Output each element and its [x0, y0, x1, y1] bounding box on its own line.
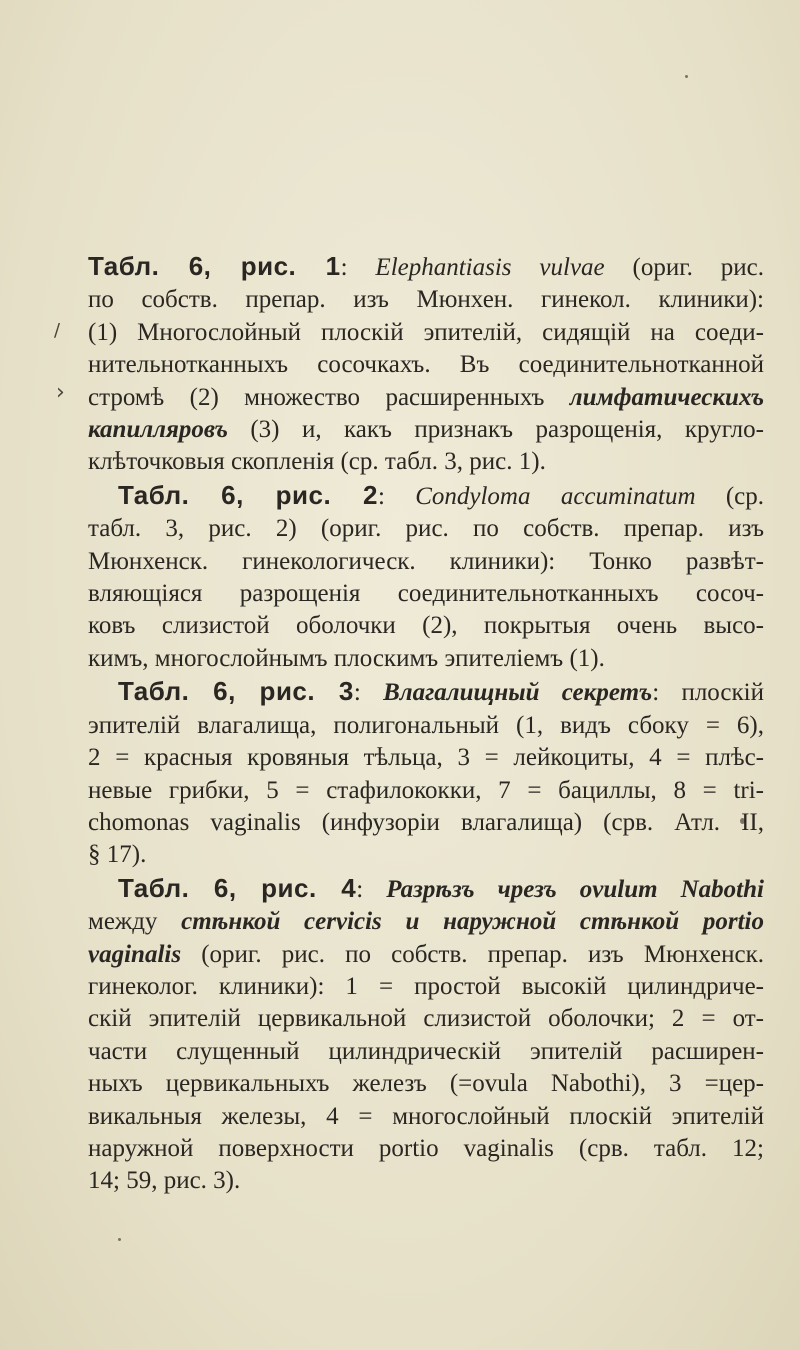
table-caption-entry: [88, 479, 764, 675]
text-segment: ковъ слизистой оболочки (2), покрытыя очень высо-: [88, 612, 764, 640]
latin-term: Elephantiasis vulvae: [375, 254, 605, 281]
text-segment: стромѣ (2) множество расширенныхъ: [88, 383, 570, 411]
text-line: [88, 807, 764, 839]
emphasized-term: Влагалищный секретъ: [383, 679, 653, 707]
text-line: [88, 446, 764, 478]
text-segment: между: [88, 908, 182, 936]
text-line: [88, 1036, 764, 1068]
text-line: [88, 317, 764, 349]
text-line: [88, 382, 764, 414]
text-line: [88, 250, 764, 284]
text-segment: : плоскій: [652, 679, 764, 707]
margin-bracket-mark: ›: [56, 380, 65, 405]
text-line: [88, 742, 764, 774]
text-segment: скій эпителій цервикальной слизистой оболочки; 2 = от-: [88, 1005, 764, 1033]
emphasized-term: лимфатическихъ: [569, 383, 764, 411]
figure-reference-heading: Табл. 6, рис. 3: [118, 676, 354, 707]
text-segment: клѣточковыя скопленія (ср. табл. 3, рис. 1).: [88, 448, 546, 476]
text-segment: 14; 59, рис. 3).: [88, 1167, 241, 1195]
text-line: [88, 1068, 764, 1100]
text-segment: гинеколог. клиники): 1 = простой высокій цилиндриче-: [88, 972, 764, 1000]
emphasized-term: стѣнкой cervicis и наружной стѣнкой portio: [181, 908, 764, 936]
table-caption-entry: [88, 872, 764, 1198]
text-line: [88, 479, 764, 513]
text-line: [88, 775, 764, 807]
text-line: [88, 284, 764, 316]
text-segment: невые грибки, 5 = стафилококки, 7 = бациллы, 8 = tri-: [88, 776, 764, 804]
text-line: [88, 1133, 764, 1165]
ink-speck: [118, 1238, 121, 1241]
text-line: [88, 710, 764, 742]
text-segment: табл. 3, рис. 2) (ориг. рис. по собств. препар. изъ: [88, 515, 764, 543]
text-line: [88, 414, 764, 446]
margin-tick-mark: /: [54, 320, 61, 341]
text-segment: (ориг. рис.: [604, 254, 764, 281]
text-segment: эпителій влагалища, полигональный (1, видъ сбоку = 6),: [88, 711, 764, 739]
latin-term: Condyloma accuminatum: [415, 482, 696, 510]
text-segment: ныхъ цервикальныхъ железъ (=ovula Nabothi), 3 =цер-: [88, 1070, 764, 1098]
figure-reference-heading: Табл. 6, рис. 4: [118, 872, 357, 903]
text-line: [88, 1101, 764, 1133]
table-caption-entry: [88, 675, 764, 871]
text-line: [88, 578, 764, 610]
text-segment: викальныя железы, 4 = многослойный плоскій эпителій: [88, 1102, 764, 1130]
text-segment: :: [353, 679, 384, 707]
text-segment: (ориг. рис. по собств. препар. изъ Мюнхенск.: [181, 940, 764, 968]
text-segment: наружной поверхности portio vaginalis (срв. табл. 12;: [88, 1134, 764, 1162]
text-segment: § 17).: [88, 841, 147, 869]
text-line: [88, 872, 764, 906]
ink-speck: [685, 75, 688, 78]
text-segment: (1) Многослойный плоскій эпителій, сидящій на соеди-: [88, 318, 764, 346]
text-line: [88, 610, 764, 642]
table-caption-entry: [88, 250, 764, 479]
text-segment: :: [356, 875, 387, 903]
text-line: [88, 513, 764, 545]
text-line: [88, 906, 764, 938]
text-line: [88, 839, 764, 871]
text-line: [88, 971, 764, 1003]
page-text-body: [88, 250, 764, 1198]
text-segment: части слущенный цилиндрическій эпителій расширен-: [88, 1037, 764, 1065]
emphasized-term: vaginalis: [88, 940, 182, 968]
text-line: [88, 546, 764, 578]
text-segment: по собств. препар. изъ Мюнхен. гинекол. клиники):: [88, 286, 764, 314]
text-segment: Мюнхенск. гинекологическ. клиники): Тонко развѣт-: [88, 547, 764, 575]
text-line: [88, 1165, 764, 1197]
text-segment: :: [377, 482, 416, 510]
figure-reference-heading: Табл. 6, рис. 1: [88, 251, 341, 281]
text-segment: (3) и, какъ признакъ разрощенія, кругло-: [227, 416, 764, 444]
text-line: [88, 349, 764, 381]
text-segment: кимъ, многослойнымъ плоскимъ эпителіемъ (1).: [88, 644, 605, 672]
text-segment: :: [340, 254, 376, 281]
emphasized-term: Разрѣзъ чрезъ ovulum Nabothi: [386, 875, 764, 903]
emphasized-term: капилляровъ: [88, 416, 228, 444]
figure-reference-heading: Табл. 6, рис. 2: [118, 479, 378, 510]
text-segment: вляющіяся разрощенія соединительнотканныхъ сосоч-: [88, 580, 764, 608]
text-line: [88, 939, 764, 971]
text-line: [88, 1003, 764, 1035]
text-segment: 2 = красныя кровяныя тѣльца, 3 = лейкоциты, 4 = плѣс-: [88, 744, 764, 772]
text-segment: (ср.: [695, 482, 765, 510]
text-segment: chomonas vaginalis (инфузоріи влагалища) (срв. Атл. II,: [88, 808, 764, 836]
text-line: [88, 643, 764, 675]
text-line: [88, 675, 764, 709]
text-segment: нительнотканныхъ сосочкахъ. Въ соединительнотканной: [88, 351, 764, 379]
